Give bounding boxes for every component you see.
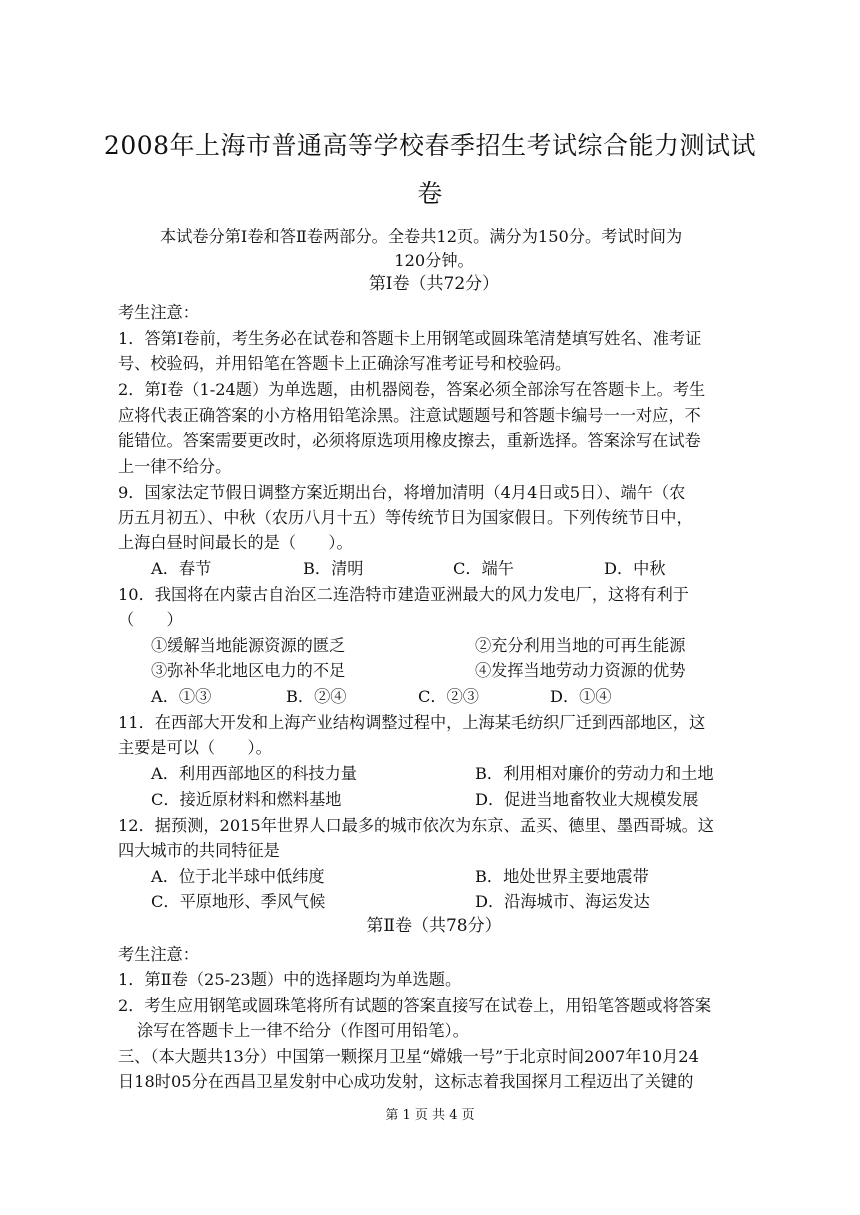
section-3-intro: 三、（本大题共13分）中国第一颗探月卫星“嫦娥一号”于北京时间2007年10月24 — [118, 1047, 699, 1066]
notice-label: 考生注意： — [118, 945, 199, 964]
question-12-cont: 四大城市的共同特征是 — [118, 841, 280, 860]
notice-item-1: 1．第Ⅱ卷（25-23题）中的选择题均为单选题。 — [118, 970, 462, 989]
question-9-cont: 上海白昼时间最长的是（ ）。 — [118, 533, 353, 552]
option-c: C．接近原材料和燃料基地 — [151, 790, 342, 809]
option-a: A．利用西部地区的科技力量 — [151, 764, 357, 783]
question-9: 9．国家法定节假日调整方案近期出台，将增加清明（4月4日或5日）、端午（农 — [118, 483, 686, 502]
option-a: A．①③ — [151, 687, 212, 706]
exam-title-line2: 卷 — [417, 179, 443, 208]
option-d: D．沿海城市、海运发达 — [475, 892, 650, 911]
question-9-cont: 历五月初五）、中秋（农历八月十五）等传统节日为国家假日。下列传统节日中， — [118, 508, 693, 527]
intro-text-cont: 120分钟。 — [394, 251, 474, 270]
question-12: 12．据预测，2015年世界人口最多的城市依次为东京、孟买、德里、墨西哥城。这 — [118, 816, 714, 835]
page-footer: 第 1 页 共 4 页 — [385, 1108, 475, 1123]
option-d: D．促进当地畜牧业大规模发展 — [475, 790, 699, 809]
notice-item-2-cont: 涂写在答题卡上一律不给分（作图可用铅笔）。 — [137, 1021, 469, 1040]
statement-2: ②充分利用当地的可再生能源 — [475, 636, 686, 655]
notice-item-2-cont: 能错位。答案需要更改时，必须将原选项用橡皮擦去，重新选择。答案涂写在试卷 — [118, 431, 701, 450]
question-11-cont: 主要是可以（ ）。 — [118, 738, 272, 757]
option-c: C．平原地形、季风气候 — [151, 892, 326, 911]
option-b: B．利用相对廉价的劳动力和土地 — [475, 764, 714, 783]
option-d: D．①④ — [550, 687, 612, 706]
notice-item-2-cont: 上一律不给分。 — [118, 457, 232, 476]
question-11: 11．在西部大开发和上海产业结构调整过程中，上海某毛纺织厂迁到西部地区，这 — [118, 713, 706, 732]
part1-heading: 第Ⅰ卷（共72分） — [368, 274, 500, 294]
intro-text: 本试卷分第Ⅰ卷和答Ⅱ卷两部分。全卷共12页。满分为150分。考试时间为 — [160, 227, 683, 246]
question-10-cont: （ ） — [118, 610, 183, 629]
notice-item-2-cont: 应将代表正确答案的小方格用铅笔涂黑。注意试题题号和答题卡编号一一对应，不 — [118, 406, 701, 425]
option-b: B．清明 — [303, 559, 364, 578]
option-a: A．春节 — [151, 559, 212, 578]
notice-item-2: 2．第Ⅰ卷（1-24题）为单选题，由机器阅卷，答案必须全部涂写在答题卡上。考生 — [118, 380, 706, 399]
part2-heading: 第Ⅱ卷（共78分） — [366, 916, 502, 936]
statement-1: ①缓解当地能源资源的匮乏 — [151, 636, 346, 655]
option-c: C．端午 — [453, 559, 514, 578]
notice-item-1: 1．答第Ⅰ卷前，考生务必在试卷和答题卡上用钢笔或圆珠笔清楚填写姓名、准考证 — [118, 329, 702, 348]
section-3-intro-cont: 日18时05分在西昌卫星发射中心成功发射，这标志着我国探月工程迈出了关键的 — [118, 1072, 694, 1091]
option-b: B．地处世界主要地震带 — [475, 867, 649, 886]
exam-title-line1: 2008年上海市普通高等学校春季招生考试综合能力测试试 — [103, 131, 757, 160]
option-c: C．②③ — [418, 687, 479, 706]
notice-item-1-cont: 号、校验码，并用铅笔在答题卡上正确涂写准考证号和校验码。 — [118, 354, 572, 373]
option-a: A．位于北半球中低纬度 — [151, 867, 325, 886]
option-d: D．中秋 — [604, 559, 666, 578]
statement-3: ③弥补华北地区电力的不足 — [151, 661, 346, 680]
option-b: B．②④ — [286, 687, 347, 706]
statement-4: ④发挥当地劳动力资源的优势 — [475, 661, 686, 680]
notice-label: 考生注意： — [118, 303, 199, 322]
notice-item-2: 2．考生应用钢笔或圆珠笔将所有试题的答案直接写在试卷上，用铅笔答题或将答案 — [118, 996, 712, 1015]
question-10: 10．我国将在内蒙古自治区二连浩特市建造亚洲最大的风力发电厂，这将有利于 — [118, 585, 689, 604]
